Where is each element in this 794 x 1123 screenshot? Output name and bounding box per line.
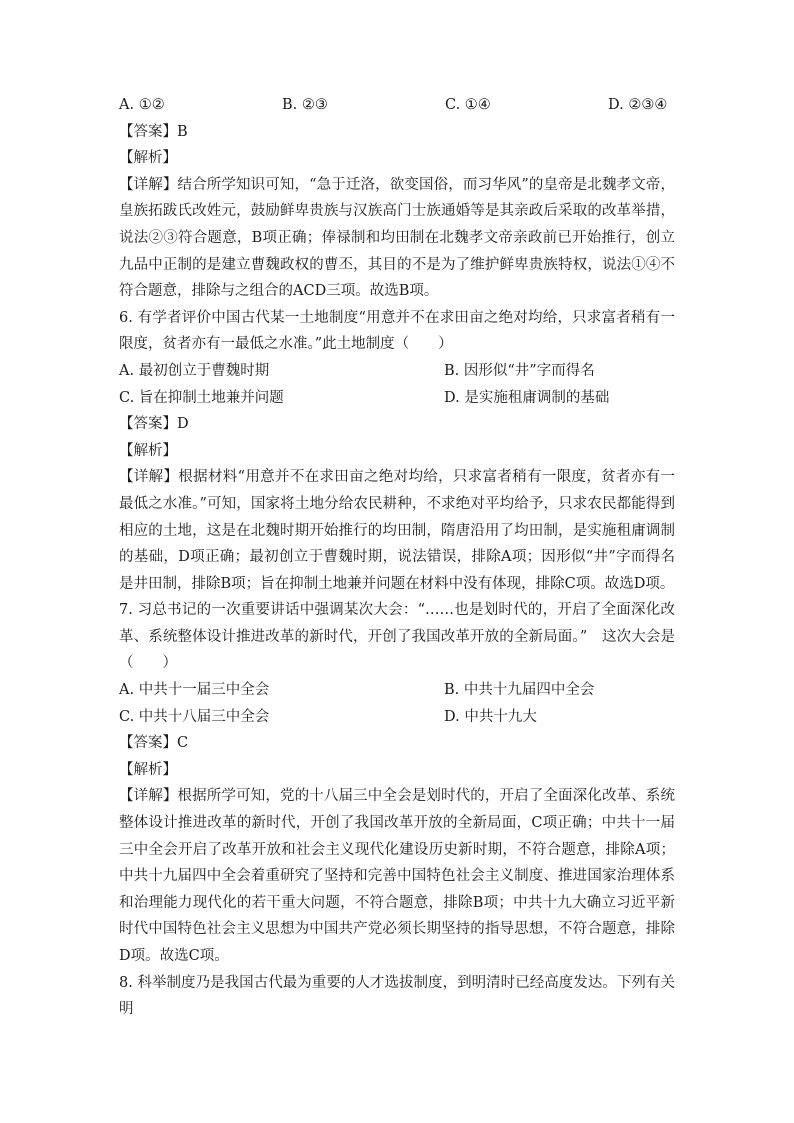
page-content [119, 92, 675, 1023]
q7-detail: 【详解】根据所学可知，党的十八届三中全会是划时代的，开启了全面深化改革、系统整体设计推进改革的新时代，开创了我国改革开放的全新局面，C项正确；中共十一届三中全会开启了改革开放和社会主义现代化建设历史新时期，不符合题意，排除A项；中共十九届四中全会着重研究了坚持和完善中国特色社会主义制度、推进国家治理体系和治理能力现代化的若干重大问题，不符合题意，排除B项；中共十九大确立习近平新时代中国特色社会主义思想为中国共产党必须长期坚持的指导思想，不符合题意，排除D项。故选C项。 [119, 788, 675, 964]
q6-option-d: D. 是实施租庸调制的基础 [444, 389, 610, 406]
q6-options-row1 [119, 358, 675, 385]
q6-option-b: B. 因形似“井”字而得名 [444, 362, 595, 379]
q5-analysis-label: 【解析】 [119, 150, 177, 167]
q5-answer: 【答案】B [119, 123, 188, 140]
q7-option-d: D. 中共十九大 [444, 708, 537, 725]
q6-stem: 6. 有学者评价中国古代某一土地制度“用意并不在求田亩之绝对均给，只求富者稍有一限度，贫者亦有一最低之水准。”此土地制度（ ） [119, 309, 675, 353]
q5-option-a: A. ①② [119, 97, 165, 113]
q7-stem: 7. 习总书记的一次重要讲话中强调某次大会：“……也是划时代的，开启了全面深化改革、系统整体设计推进改革的新时代，开创了我国改革开放的全新局面。” 这次大会是（ ） [119, 602, 675, 672]
q6-detail: 【详解】根据材料“用意并不在求田亩之绝对均给，只求富者稍有一限度，贫者亦有一最低之水准。”可知，国家将土地分给农民耕种，不求绝对平均给予，只求农民都能得到相应的土地，这是在北魏时期开始推行的均田制，隋唐沿用了均田制，是实施租庸调制的基础，D项正确；最初创立于曹魏时期，说法错误，排除A项；因形似“井”字而得名是井田制，排除B项；旨在抑制土地兼并问题在材料中没有体现，排除C项。故选D项。 [119, 469, 675, 592]
q5-option-b: B. ②③ [282, 97, 328, 113]
q8-stem: 8. 科举制度乃是我国古代最为重要的人才选拔制度，到明清时已经高度发达。下列有关明 [119, 974, 675, 1018]
q5-option-d: D. ②③④ [608, 97, 668, 113]
q7-option-b: B. 中共十九届四中全会 [444, 682, 595, 699]
q7-options-row1 [119, 677, 675, 704]
q5-options [119, 92, 675, 119]
q7-answer: 【答案】C [119, 735, 189, 752]
q6-option-c: C. 旨在抑制土地兼并问题 [119, 389, 284, 406]
q5-option-c: C. ①④ [445, 97, 491, 113]
q7-option-a: A. 中共十一届三中全会 [119, 682, 270, 699]
q5-detail: 【详解】结合所学知识可知，“急于迁洛，欲变国俗，而习华风”的皇帝是北魏孝文帝，皇族拓跋氏改姓元，鼓励鲜卑贵族与汉族高门士族通婚等是其亲政后采取的改革举措，说法②③符合题意，B项正确；俸禄制和均田制在北魏孝文帝亲政前已开始推行，创立九品中正制的是建立曹魏政权的曹丕，其目的不是为了维护鲜卑贵族特权，说法①④不符合题意，排除与之组合的ACD三项。故选B项。 [119, 176, 675, 300]
q6-analysis-label: 【解析】 [119, 442, 177, 459]
q7-option-c: C. 中共十八届三中全会 [119, 708, 270, 725]
q7-analysis-label: 【解析】 [119, 761, 177, 778]
q6-options-row2 [119, 385, 675, 412]
q6-answer: 【答案】D [119, 416, 189, 433]
q7-options-row2 [119, 704, 675, 731]
q6-option-a: A. 最初创立于曹魏时期 [119, 362, 270, 379]
